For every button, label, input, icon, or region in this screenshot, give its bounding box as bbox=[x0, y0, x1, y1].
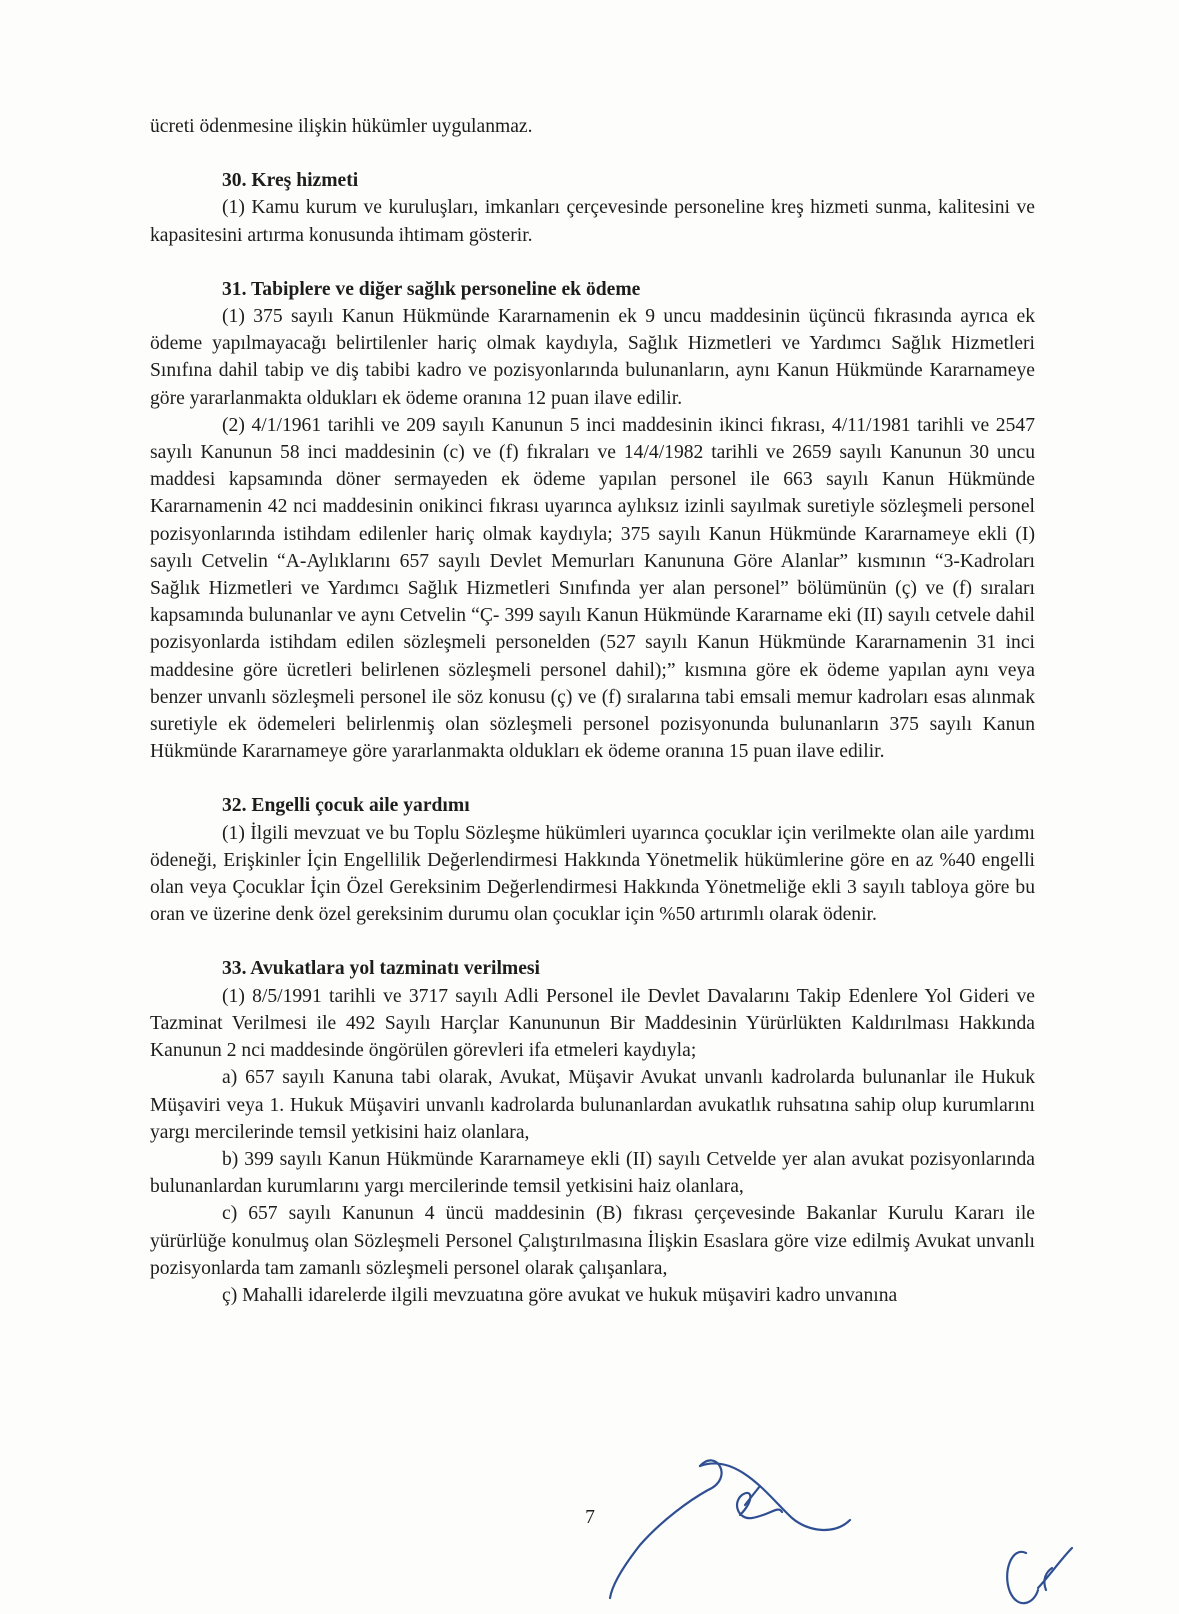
paragraph: (1) 375 sayılı Kanun Hükmünde Kararnamenin ek 9 uncu maddesinin üçüncü fıkrasında ayrıca ek ödeme yapılmayacağı belirtilenler hariç olmak kaydıyla, Sağlık Hizmetleri ve Yardımcı Sağlık Hizmetleri Sınıfına dahil tabip ve diş tabibi kadro ve pozisyonlarında bulunanların, aynı Kanun Hükmünde Kararnameye göre yararlanmakta oldukları ek ödeme oranına 12 puan ilave edilir. bbox=[150, 306, 1035, 409]
paragraph: ücreti ödenmesine ilişkin hükümler uygulanmaz. bbox=[150, 116, 533, 137]
section-heading-33: 33. Avukatlara yol tazminatı verilmesi bbox=[222, 958, 540, 980]
paragraph: (1) Kamu kurum ve kuruluşları, imkanları çerçevesinde personeline kreş hizmeti sunma, kalitesini ve kapasitesini artırma konusunda ihtimam gösterir. bbox=[150, 197, 1035, 246]
section-heading-31: 31. Tabiplere ve diğer sağlık personeline ek ödeme bbox=[222, 278, 641, 300]
section-heading-32: 32. Engelli çocuk aile yardımı bbox=[222, 795, 470, 817]
list-item: ç) Mahalli idarelerde ilgili mevzuatına göre avukat ve hukuk müşaviri kadro unvanına bbox=[222, 1284, 898, 1306]
list-item: b) 399 sayılı Kanun Hükmünde Kararnameye ekli (II) sayılı Cetvelde yer alan avukat pozisyonlarında bulunanlardan kurumlarını yargı mercilerinde temsil yetkisini haiz olanlara, bbox=[150, 1148, 1035, 1198]
paragraph: (1) 8/5/1991 tarihli ve 3717 sayılı Adli Personel ile Devlet Davalarını Takip Edenlere Yol Gideri ve Tazminat Verilmesi ile 492 Sayılı Harçlar Kanununun Bir Maddesinin Yürürlükten Kaldırılması Hakkında Kanunun 2 nci maddesinde öngörülen görevleri ifa etmeleri kaydıyla; bbox=[150, 985, 1035, 1062]
paragraph: (2) 4/1/1961 tarihli ve 209 sayılı Kanunun 5 inci maddesinin ikinci fıkrası, 4/11/1981 tarihli ve 2547 sayılı Kanunun 58 inci maddesinin (c) ve (f) fıkraları ve 14/4/1982 tarihli ve 2659 sayılı Kanunun 30 uncu maddesi kapsamında döner sermayeden ek ödeme yapılan personel ile 663 sayılı Kanun Hükmünde Kararnamenin 42 nci maddesinin onikinci fıkrası uyarınca aylıksız izinli sayılmak suretiyle sözleşmeli personel pozisyonlarında istihdam edilenler hariç olmak kaydıyla; 375 sayılı Kanun Hükmünde Kararnameye ekli (I) sayılı Cetvelin “A-Aylıklarını 657 sayılı Devlet Memurları Kanununa Göre Alanlar” kısmının “3-Kadroları Sağlık Hizmetleri ve Yardımcı Sağlık Hizmetleri Sınıfında yer alan personel” bölümünün (ç) ve (f) sıraları kapsamında bulunanlar ve aynı Cetvelin “Ç- 399 sayılı Kanun Hükmünde Kararname eki (II) sayılı cetvele dahil pozisyonlarda istihdam edilen sözleşmeli personelden (527 sayılı Kanun Hükmünde Kararnamenin 31 inci maddesine göre ücretleri belirlenen sözleşmeli personel dahil);” kısmına göre ek ödeme yapılan aynı veya benzer unvanlı sözleşmeli personel ile söz konusu (ç) ve (f) sıralarına tabi emsali memur kadroları esas alınmak suretiyle ek ödemeleri belirlenmiş olan sözleşmeli personel pozisyonunda bulunanların 375 sayılı Kanun Hükmünde Kararnameye göre yararlanmakta oldukları ek ödeme oranına 15 puan ilave edilir. bbox=[150, 414, 1035, 763]
list-item: c) 657 sayılı Kanunun 4 üncü maddesinin (B) fıkrası çerçevesinde Bakanlar Kurulu Kararı ile yürürlüğe konulmuş olan Sözleşmeli Personel Çalıştırılmasına İlişkin Esaslara göre vize edilmiş Avukat unvanlı pozisyonlarda tam zamanlı sözleşmeli personel olarak çalışanlara, bbox=[150, 1203, 1035, 1279]
section-heading-30: 30. Kreş hizmeti bbox=[222, 170, 359, 192]
list-item: a) 657 sayılı Kanuna tabi olarak, Avukat, Müşavir Avukat unvanlı kadrolarda bulunanlar ile Hukuk Müşaviri veya 1. Hukuk Müşaviri unvanlı kadrolarda bulunanlardan avukatlık ruhsatına sahip olup kurumlarını yargı mercilerinde temsil yetkisini haiz olanlara, bbox=[150, 1067, 1035, 1143]
document-body bbox=[150, 113, 1035, 1309]
paragraph: (1) İlgili mevzuat ve bu Toplu Sözleşme hükümleri uyarınca çocuklar için verilmekte olan aile yardımı ödeneği, Erişkinler İçin Engellilik Değerlendirmesi Hakkında Yönetmelik hükümlerine göre en az %40 engelli olan veya Çocuklar İçin Özel Gereksinim Değerlendirmesi Hakkında Yönetmeliğe ekli 3 sayılı tabloya göre bu oran ve üzerine denk özel gereksinim durumu olan çocuklar için %50 artırımlı olarak ödenir. bbox=[150, 822, 1035, 926]
page-number: 7 bbox=[585, 1507, 595, 1528]
